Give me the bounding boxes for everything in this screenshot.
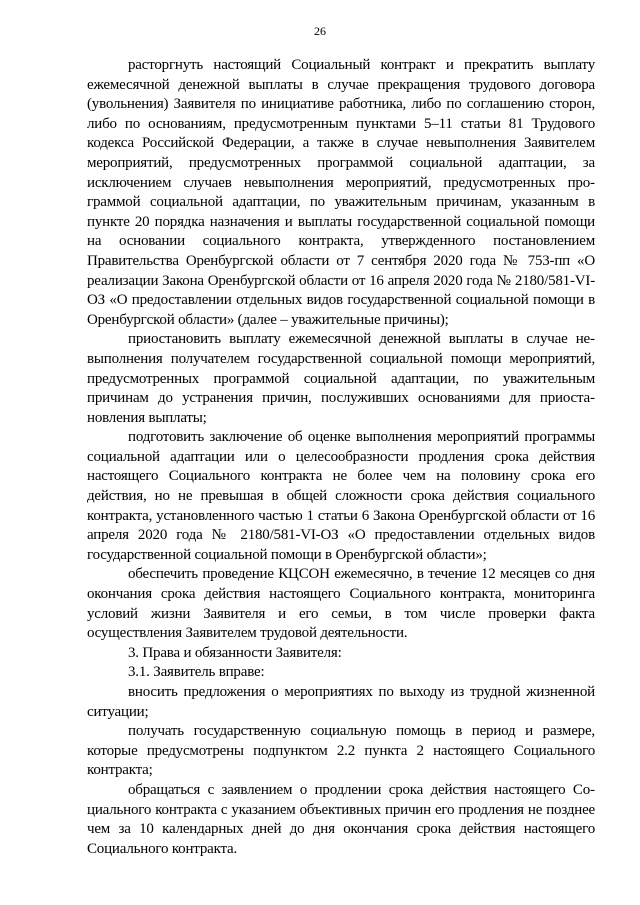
paragraph-monitoring: обеспечить проведение КЦСОН ежемесячно, в течение 12 месяцев со дня окончания срока действия настоящего Социального контракта, мониторинга условий жизни Заявителя и его семьи, в том числе проверки факта осуществления Заявителем трудовой деятельности. [87, 566, 595, 642]
paragraph-receive-assistance: получать государственную социальную помощь в период и размере, которые предусмотрены подпунктом 2.2 пункта 2 настоящего Социального контракта; [87, 723, 595, 779]
subsection-heading-applicant-may: 3.1. Заявитель вправе: [128, 664, 265, 681]
section-heading-applicant-rights: 3. Права и обязанности Заявителя: [128, 644, 342, 661]
paragraph-prepare-conclusion: подготовить заключение об оценке выполнения мероприятий программы социальной адаптации или о целесообразности продления срока действия настоящего Социального контракта не более чем на половину срока его действия, но не превышая в общей сложности срока действия социального контракта, установленного частью 1 статьи 6 Закона Оренбургской области от 16 апреля 2020 года № 2180/581-VI-ОЗ «О предоставлении отдельных видов государственной социальной помощи в Оренбургской области»; [87, 429, 595, 563]
document-body [87, 56, 595, 859]
paragraph-request-extension: обращаться с заявлением о продлении срока действия настоящего Социального контракта с указанием объективных причин его продления не позднее чем за 10 календарных дней до дня окончания срока действия настоящего Социального контракта. [87, 781, 595, 857]
paragraph-submit-proposals: вносить предложения о мероприятиях по выходу из трудной жизненной ситуации; [87, 684, 595, 720]
paragraph-suspend-payment: приостановить выплату ежемесячной денежной выплаты в случае невыполнения получателем государственной социальной помощи мероприятий, предусмотренных программой социальной адаптации, по уважительным причинам до устранения причин, послуживших основаниями для приостановления выплаты; [87, 331, 595, 426]
page-number: 26 [314, 24, 326, 38]
paragraph-terminate-contract: расторгнуть настоящий Социальный контракт и прекратить выплату ежемесячной денежной выплаты в случае прекращения трудового договора (увольнения) Заявителя по инициативе работника, либо по соглашению сторон, либо по основаниям, предусмотренным пунктами 5–11 статьи 81 Трудового кодекса Российской Федерации, а также в случае невыполнения Заявителем мероприятий, предусмотренных программой социальной адаптации, за исключением случаев невыполнения мероприятий, предусмотренных программой социальной адаптации, по уважительным причинам, указанным в пункте 20 порядка назначения и выплаты государственной социальной помощи на основании социального контракта, утвержденного постановлением Правительства Оренбургской области от 7 сентября 2020 года № 753-пп «О реализации Закона Оренбургской области от 16 апреля 2020 года № 2180/581-VI-ОЗ «О предоставлении отдельных видов государственной социальной помощи в Оренбургской области» (далее – уважительные причины); [87, 57, 595, 328]
